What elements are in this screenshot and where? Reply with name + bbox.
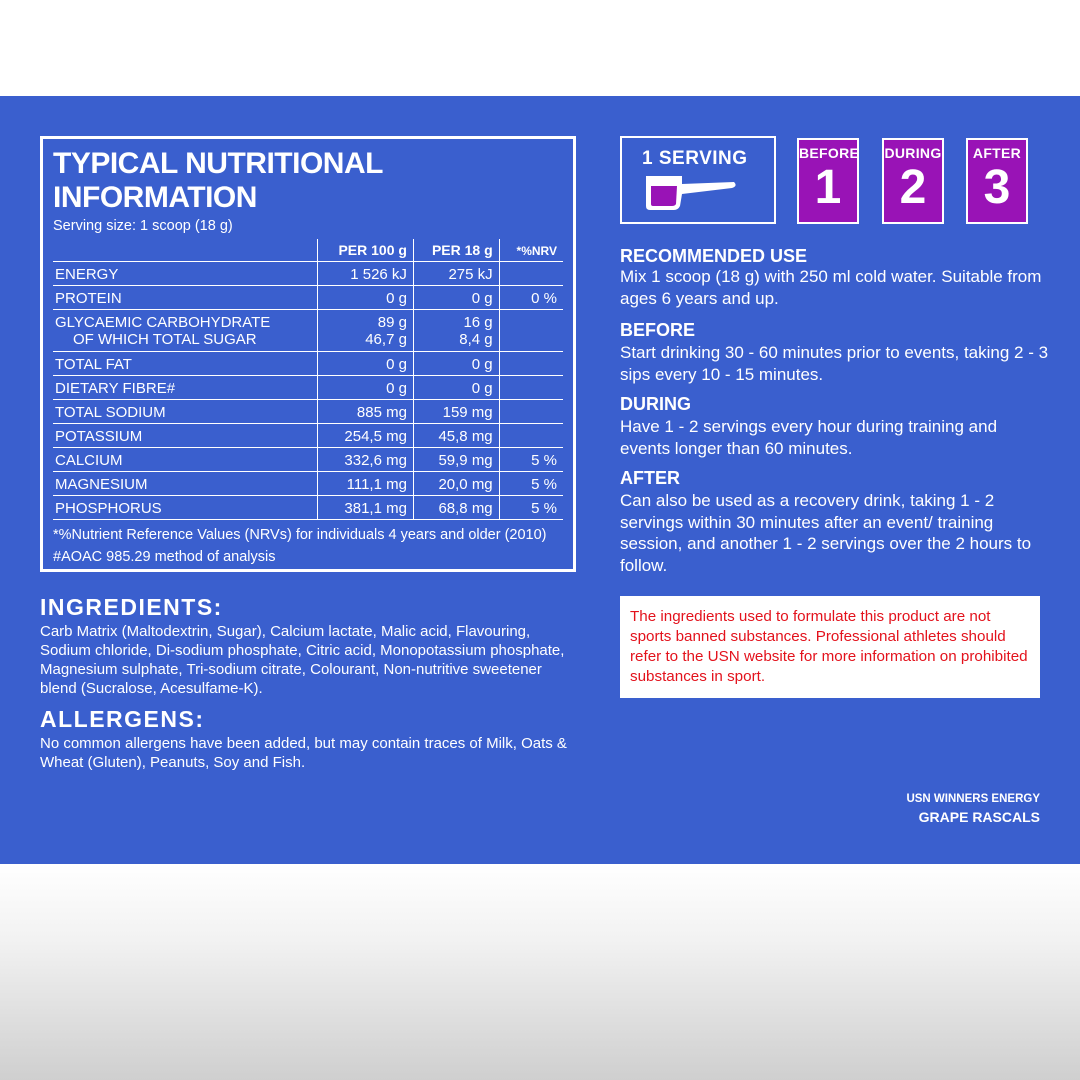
nutrition-table-box (40, 136, 576, 572)
value-per-100g: 0 g (318, 376, 414, 400)
value-per-18g-sub: 8,4 g (459, 331, 493, 348)
value-per-100g-sub: 46,7 g (365, 331, 407, 348)
nutrient-name: GLYCAEMIC CARBOHYDRATE (55, 314, 271, 331)
nutrient-subname: OF WHICH TOTAL SUGAR (73, 331, 257, 348)
table-row (53, 472, 563, 496)
value-per-18g: 0 g (413, 376, 499, 400)
table-row (53, 424, 563, 448)
step-after (966, 138, 1028, 224)
step-during-number: 2 (899, 161, 927, 214)
nrv-footnote: *%Nutrient Reference Values (NRVs) for individuals 4 years and older (2010) (53, 527, 547, 543)
ingredients-text: Carb Matrix (Maltodextrin, Sugar), Calcium lactate, Malic acid, Flavouring, Sodium chloride, Di-sodium phosphate, Citric acid, Monopotassium phosphate, Magnesium sulphate, Tri-sodium citrate, Colourant, Non-nutritive sweetener blend (Sucralose, Acesulfame-K). (40, 623, 565, 697)
scoop-icon (620, 136, 776, 224)
during-heading: DURING (620, 394, 691, 414)
top-margin (0, 0, 1080, 96)
header-nutrient (53, 239, 318, 262)
value-per-100g: 111,1 mg (318, 472, 414, 496)
product-line: USN WINNERS ENERGY (906, 793, 1040, 805)
value-per-100g-group (318, 310, 414, 352)
table-row (53, 310, 563, 352)
nutrient-name: PHOSPHORUS (53, 496, 318, 520)
nutrient-name: POTASSIUM (53, 424, 318, 448)
table-row (53, 376, 563, 400)
step-after-label: AFTER (972, 145, 1022, 161)
bottom-gradient (0, 864, 1080, 1080)
nutrient-name: TOTAL SODIUM (53, 400, 318, 424)
value-nrv (499, 352, 563, 376)
nutrition-header-row (53, 239, 563, 262)
allergens-text: No common allergens have been added, but may contain traces of Milk, Oats & Wheat (Gluten), Peanuts, Soy and Fish. (40, 735, 567, 771)
nutrient-name: DIETARY FIBRE# (53, 376, 318, 400)
serving-label: 1 SERVING (642, 148, 748, 169)
label-panel (0, 96, 1080, 864)
value-nrv: 5 % (499, 448, 563, 472)
nutrition-table (53, 239, 563, 520)
value-nrv (499, 424, 563, 448)
table-row (53, 286, 563, 310)
value-nrv: 5 % (499, 472, 563, 496)
recommended-use-heading: RECOMMENDED USE (620, 246, 808, 266)
before-text: Start drinking 30 - 60 minutes prior to events, taking 2 - 3 sips every 10 - 15 minutes. (620, 343, 1049, 384)
value-per-18g: 0 g (413, 286, 499, 310)
value-per-18g: 159 mg (413, 400, 499, 424)
header-per-100g: PER 100 g (318, 239, 414, 262)
value-per-18g-group (413, 310, 499, 352)
ingredients-heading: INGREDIENTS: (40, 594, 223, 620)
value-per-18g: 20,0 mg (413, 472, 499, 496)
header-nrv (499, 239, 563, 262)
value-per-18g: 275 kJ (413, 262, 499, 286)
value-nrv: 5 % (499, 496, 563, 520)
step-during-label: DURING (884, 145, 942, 161)
value-per-100g: 89 g (377, 314, 407, 331)
nutrient-name-group (53, 310, 318, 352)
value-per-18g: 0 g (413, 352, 499, 376)
before-heading: BEFORE (620, 320, 696, 340)
value-per-100g: 381,1 mg (318, 496, 414, 520)
nutrient-name: PROTEIN (53, 286, 318, 310)
during-text: Have 1 - 2 servings every hour during training and events longer than 60 minutes. (620, 417, 998, 458)
step-before-number: 1 (814, 161, 842, 214)
nutrient-name: ENERGY (53, 262, 318, 286)
value-per-18g: 59,9 mg (413, 448, 499, 472)
table-row (53, 448, 563, 472)
nutrient-name: TOTAL FAT (53, 352, 318, 376)
value-per-18g: 45,8 mg (413, 424, 499, 448)
value-per-100g: 0 g (318, 286, 414, 310)
value-per-18g: 16 g (463, 314, 493, 331)
table-row (53, 496, 563, 520)
banned-substances-warning: The ingredients used to formulate this product are not sports banned substances. Professional athletes should refer to the USN website for more information on prohibited substances in sport. (620, 596, 1040, 698)
nutrition-title: TYPICAL NUTRITIONAL INFORMATION (53, 147, 383, 214)
table-row (53, 400, 563, 424)
value-nrv (499, 262, 563, 286)
header-per-18g: PER 18 g (413, 239, 499, 262)
table-row (53, 262, 563, 286)
nutrient-name: CALCIUM (53, 448, 318, 472)
value-nrv (499, 310, 563, 352)
value-per-100g: 332,6 mg (318, 448, 414, 472)
after-text: Can also be used as a recovery drink, taking 1 - 2 servings within 30 minutes after an event/ training session, and another 1 - 2 servings over the 2 hours to follow. (620, 491, 1032, 575)
value-nrv: 0 % (499, 286, 563, 310)
serving-box (620, 136, 776, 224)
step-before-label: BEFORE (799, 145, 860, 161)
value-nrv (499, 376, 563, 400)
table-row (53, 352, 563, 376)
step-before (797, 138, 859, 224)
step-after-number: 3 (983, 161, 1011, 214)
recommended-use-text: Mix 1 scoop (18 g) with 250 ml cold water. Suitable from ages 6 years and up. (620, 267, 1042, 308)
aoac-footnote: #AOAC 985.29 method of analysis (53, 549, 276, 565)
header-nrv-text: *%NRV (516, 244, 557, 258)
allergens-heading: ALLERGENS: (40, 706, 205, 732)
value-per-100g: 254,5 mg (318, 424, 414, 448)
after-heading: AFTER (620, 468, 680, 488)
step-during (882, 138, 944, 224)
value-per-100g: 1 526 kJ (318, 262, 414, 286)
value-per-100g: 0 g (318, 352, 414, 376)
serving-size: Serving size: 1 scoop (18 g) (53, 218, 233, 234)
value-per-100g: 885 mg (318, 400, 414, 424)
value-per-18g: 68,8 mg (413, 496, 499, 520)
value-nrv (499, 400, 563, 424)
product-flavour: GRAPE RASCALS (918, 809, 1040, 825)
nutrient-name: MAGNESIUM (53, 472, 318, 496)
